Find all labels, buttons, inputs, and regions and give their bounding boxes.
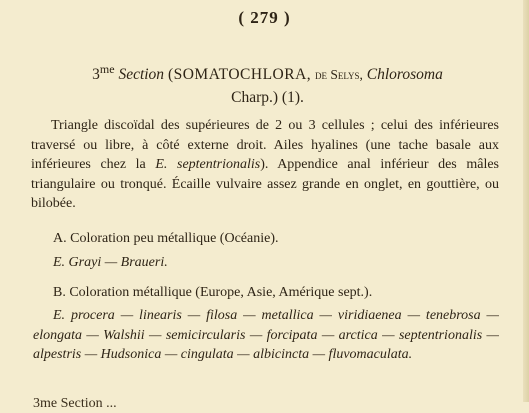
page-number: ( 279 ) — [238, 8, 291, 27]
group-b-species: E. procera — linearis — filosa — metallica — viridiaenea — tenebrosa — elongata — Walshii — semicircularis — forcipata — arctica — septentrionalis — alpestris — Hudsonica — cingulata — albicincta — fluvomaculata. — [33, 308, 499, 362]
group-a-heading: A. Coloration peu métallique (Océanie). — [53, 231, 279, 246]
heading-line-1 — [40, 58, 495, 86]
section-word: Section — [118, 66, 165, 84]
section-heading — [40, 58, 495, 109]
diagnosis-paragraph — [31, 116, 499, 214]
group-b-heading: B. Coloration métallique (Europe, Asie, Amérique sept.). — [53, 285, 373, 300]
page-edge — [523, 0, 529, 402]
heading-line-2: Charp.) (1). — [231, 89, 304, 107]
section-ordinal-suffix: me — [99, 62, 115, 76]
section-ordinal: 3 — [92, 66, 100, 84]
cut-off-line: 3me Section ... — [33, 396, 117, 411]
synonym-name: Chlorosoma — [366, 66, 443, 84]
diagnosis-text-2: ). Appendice anal inférieur des mâles triangulaire ou tronqué. Écaille vulvaire assez grande en onglet, en gouttière, ou bilobée. — [31, 157, 499, 211]
genus-name: (SOMATOCHLORA, — [167, 66, 312, 84]
group-a-species: E. Grayi — Braueri. — [53, 255, 168, 270]
diagnosis-species: E. septentrionalis — [155, 157, 261, 172]
author-name: de Selys, — [315, 67, 363, 83]
diagnosis-text-1: Triangle discoïdal des supérieures de 2 ou 3 cellules ; celui des inférieures traversé ou libre, à côté externe droit. Ailes hyalines (une tache basale aux inférieures chez la — [31, 118, 499, 172]
